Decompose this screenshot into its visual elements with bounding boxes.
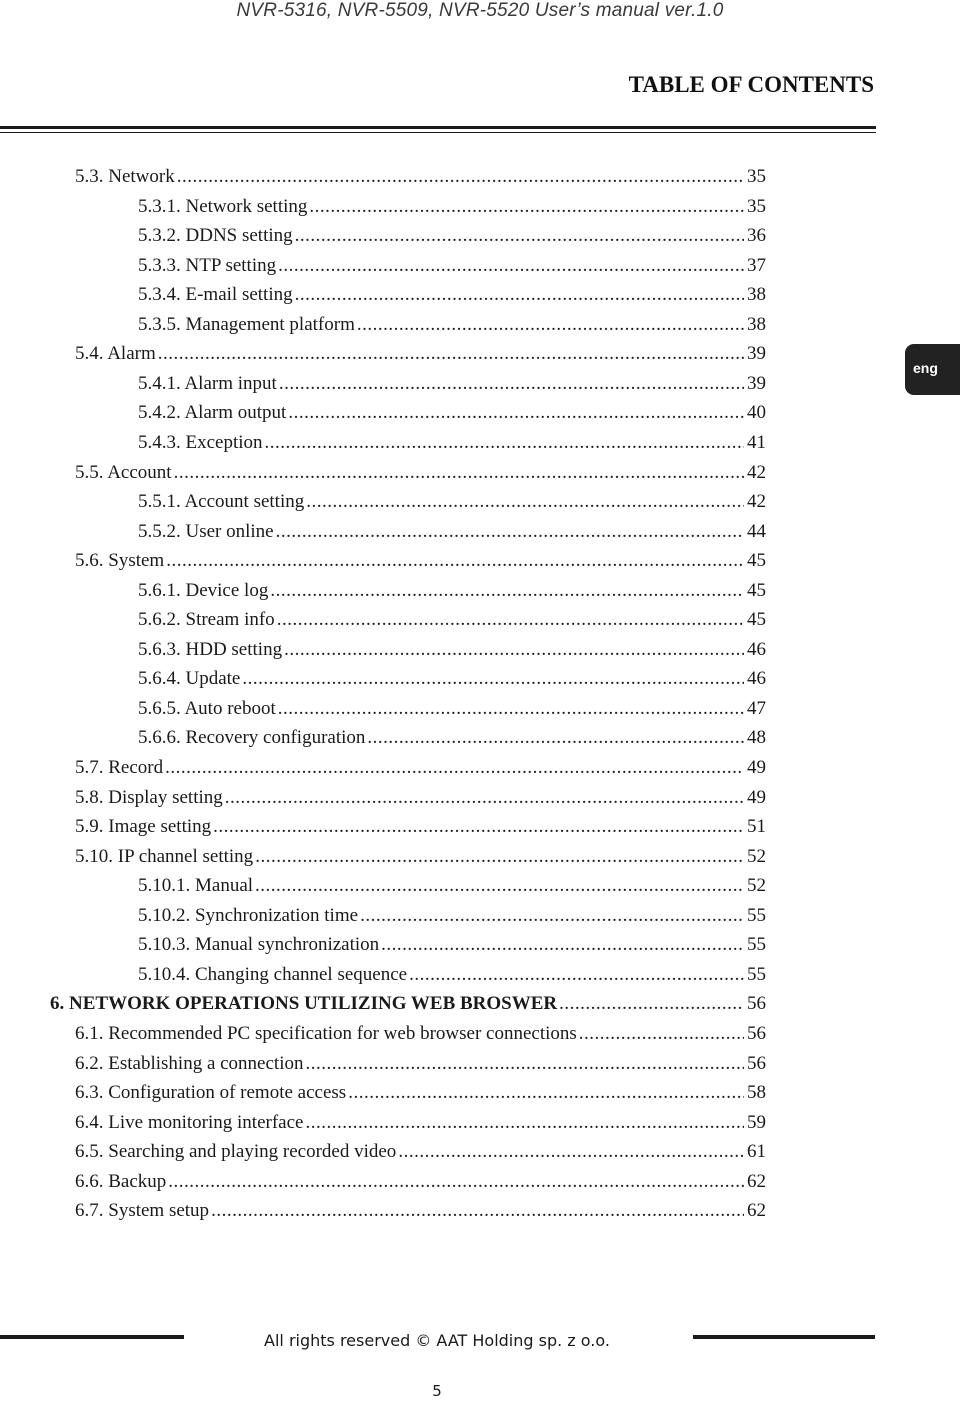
toc-entry-page: 45 (747, 579, 766, 601)
toc-entry-title: 6.1. Recommended PC specification for web browser connections (75, 1022, 577, 1044)
toc-entry[interactable] (75, 780, 766, 810)
toc-dot-leader (213, 815, 744, 839)
toc-entry-page: 56 (747, 993, 766, 1015)
toc-entry-title: 5.5. Account (75, 461, 172, 483)
toc-dot-leader (306, 490, 744, 514)
toc-dot-leader (168, 1170, 744, 1194)
toc-entry-title: 5.10.1. Manual (138, 875, 254, 897)
toc-entry-page: 55 (747, 934, 766, 956)
toc-entry-page: 52 (747, 875, 766, 897)
manual-title: NVR-5316, NVR-5509, NVR-5520 User’s manual ver.1.0 (236, 0, 724, 21)
toc-entry[interactable] (138, 484, 766, 514)
toc-dot-leader (177, 165, 744, 189)
toc-entry[interactable] (75, 1164, 766, 1194)
toc-dot-leader (270, 579, 744, 603)
toc-entry[interactable] (50, 986, 766, 1016)
toc-entry[interactable] (138, 720, 766, 750)
toc-dot-leader (309, 195, 744, 219)
toc-dot-leader (409, 963, 744, 987)
toc-entry-title: 6.7. System setup (75, 1200, 210, 1222)
toc-entry-page: 56 (747, 1052, 766, 1074)
toc-entry-page: 46 (747, 638, 766, 660)
toc-entry[interactable] (138, 307, 766, 337)
toc-entry-title: 5.4.3. Exception (138, 431, 263, 453)
toc-dot-leader (166, 549, 744, 573)
toc-entry-page: 49 (747, 786, 766, 808)
toc-entry-title: 5.10. IP channel setting (75, 845, 254, 867)
toc-dot-leader (278, 254, 744, 278)
toc-entry-page: 42 (747, 461, 766, 483)
toc-entry-page: 59 (747, 1111, 766, 1133)
toc-entry[interactable] (138, 573, 766, 603)
toc-entry-title: 6. NETWORK OPERATIONS UTILIZING WEB BROSWER (50, 993, 558, 1015)
toc-dot-leader (381, 933, 744, 957)
toc-entry[interactable] (75, 1193, 766, 1223)
toc-dot-leader (279, 372, 744, 396)
toc-entry-title: 5.4.2. Alarm output (138, 402, 287, 424)
toc-dot-leader (579, 1022, 744, 1046)
toc-entry-title: 5.3.3. NTP setting (138, 254, 277, 276)
toc-dot-leader (278, 697, 744, 721)
toc-entry-page: 45 (747, 609, 766, 631)
toc-entry-title: 5.6.6. Recovery configuration (138, 727, 366, 749)
toc-entry-page: 39 (747, 372, 766, 394)
toc-dot-leader (305, 1111, 744, 1135)
language-tab-label: eng (913, 360, 938, 376)
toc-entry-title: 5.6.1. Device log (138, 579, 269, 601)
toc-heading: TABLE OF CONTENTS (628, 72, 874, 97)
toc-entry-page: 38 (747, 313, 766, 335)
toc-entry[interactable] (138, 514, 766, 544)
toc-entry-page: 38 (747, 284, 766, 306)
toc-dot-leader (158, 342, 744, 366)
toc-entry[interactable] (138, 189, 766, 219)
toc-entry-page: 35 (747, 166, 766, 187)
toc-entry-title: 5.10.2. Synchronization time (138, 904, 359, 926)
toc-entry-title: 5.3.5. Management platform (138, 313, 355, 335)
toc-entry-page: 37 (747, 254, 766, 276)
page-number: 5 (432, 1382, 442, 1400)
toc-dot-leader (276, 520, 744, 544)
toc-entry[interactable] (75, 455, 766, 485)
toc-entry-title: 5.4.1. Alarm input (138, 372, 277, 394)
toc-dot-leader (360, 904, 744, 928)
toc-entry-title: 5.5.1. Account setting (138, 491, 305, 513)
toc-dot-leader (559, 992, 744, 1016)
toc-dot-leader (174, 461, 744, 485)
toc-entry-title: 5.5.2. User online (138, 520, 274, 542)
toc-entry-page: 41 (747, 431, 766, 453)
toc-entry-title: 5.3.1. Network setting (138, 195, 308, 217)
toc-entry-page: 56 (747, 1022, 766, 1044)
toc-entry-title: 6.3. Configuration of remote access (75, 1082, 347, 1104)
toc-dot-leader (348, 1081, 744, 1105)
toc-entry-title: 6.2. Establishing a connection (75, 1052, 304, 1074)
toc-entry[interactable] (138, 632, 766, 662)
toc-entry-title: 5.7. Record (75, 757, 164, 778)
header-divider-thin (0, 132, 876, 133)
toc-entry[interactable] (138, 661, 766, 691)
toc-entry[interactable] (75, 839, 766, 869)
footer-copyright: All rights reserved © AAT Holding sp. z o.o. (264, 1331, 610, 1350)
toc-entry[interactable] (75, 809, 766, 839)
toc-entry-title: 5.6.5. Auto reboot (138, 697, 276, 719)
toc-entry-page: 62 (747, 1170, 766, 1192)
toc-entry-title: 5.3. Network (75, 166, 175, 187)
header-divider-thick (0, 126, 876, 129)
toc-dot-leader (242, 667, 744, 691)
toc-entry[interactable] (75, 1016, 766, 1046)
toc-entry[interactable] (75, 543, 766, 573)
toc-dot-leader (305, 1052, 744, 1076)
toc-entry-page: 55 (747, 963, 766, 985)
toc-entry[interactable] (138, 927, 766, 957)
toc-dot-leader (398, 1140, 744, 1164)
toc-entry-title: 5.10.3. Manual synchronization (138, 934, 380, 956)
toc-dot-leader (165, 756, 744, 780)
toc-entry[interactable] (138, 957, 766, 987)
toc-entry-page: 51 (747, 816, 766, 838)
language-tab (905, 344, 960, 395)
toc-entry-page: 62 (747, 1200, 766, 1222)
toc-dot-leader (284, 638, 744, 662)
toc-entry[interactable] (75, 336, 766, 366)
toc-dot-leader (255, 874, 744, 898)
toc-entry[interactable] (75, 750, 766, 780)
toc-entry-title: 6.6. Backup (75, 1170, 167, 1192)
toc-dot-leader (277, 608, 744, 632)
toc-entry-page: 49 (747, 757, 766, 778)
toc-entry[interactable] (138, 868, 766, 898)
toc-entry-title: 5.10.4. Changing channel sequence (138, 963, 408, 985)
toc-entry-page: 46 (747, 668, 766, 690)
toc-entry-page: 39 (747, 343, 766, 365)
toc-entry[interactable] (75, 1105, 766, 1135)
toc-entry-title: 5.3.4. E-mail setting (138, 284, 293, 306)
toc-entry-page: 48 (747, 727, 766, 749)
toc-entry-page: 44 (747, 520, 766, 542)
toc-dot-leader (367, 726, 744, 750)
toc-entry-page: 61 (747, 1141, 766, 1163)
toc-dot-leader (357, 313, 744, 337)
toc-entry-page: 45 (747, 550, 766, 572)
toc-dot-leader (295, 283, 744, 307)
toc-entry-page: 35 (747, 195, 766, 217)
toc-entry-title: 5.6. System (75, 550, 165, 572)
toc-dot-leader (265, 431, 744, 455)
toc-entry[interactable] (138, 602, 766, 632)
toc-entry-title: 5.4. Alarm (75, 343, 156, 365)
toc-entry-title: 5.8. Display setting (75, 786, 223, 808)
toc-entry[interactable] (138, 898, 766, 928)
toc-entry[interactable] (138, 248, 766, 278)
toc-dot-leader (211, 1199, 744, 1223)
toc-dot-leader (255, 845, 744, 869)
toc-dot-leader (225, 786, 744, 810)
toc-entry[interactable] (75, 1075, 766, 1105)
toc-entry-page: 58 (747, 1082, 766, 1104)
toc-entry-title: 6.4. Live monitoring interface (75, 1111, 304, 1133)
toc-entry[interactable] (75, 159, 766, 189)
toc-entry-page: 55 (747, 904, 766, 926)
toc-entry[interactable] (138, 395, 766, 425)
toc-entry-title: 6.5. Searching and playing recorded video (75, 1141, 397, 1163)
toc-entry-title: 5.6.3. HDD setting (138, 638, 283, 660)
toc-entry[interactable] (138, 691, 766, 721)
toc-entry-page: 40 (747, 402, 766, 424)
toc-entry-title: 5.9. Image setting (75, 816, 212, 838)
toc-entry[interactable] (138, 218, 766, 248)
toc-entry-title: 5.6.2. Stream info (138, 609, 275, 631)
toc-entry-title: 5.3.2. DDNS setting (138, 225, 293, 247)
toc-entry[interactable] (138, 366, 766, 396)
toc-dot-leader (288, 401, 744, 425)
toc-entry-page: 36 (747, 225, 766, 247)
toc-dot-leader (295, 224, 744, 248)
toc-entry-page: 52 (747, 845, 766, 867)
toc-entry-title: 5.6.4. Update (138, 668, 241, 690)
toc-entry[interactable] (75, 1046, 766, 1076)
toc-entry-page: 42 (747, 491, 766, 513)
toc-entry[interactable] (75, 1134, 766, 1164)
toc-entry[interactable] (138, 277, 766, 307)
toc-entry[interactable] (138, 425, 766, 455)
toc-entry-page: 47 (747, 697, 766, 719)
